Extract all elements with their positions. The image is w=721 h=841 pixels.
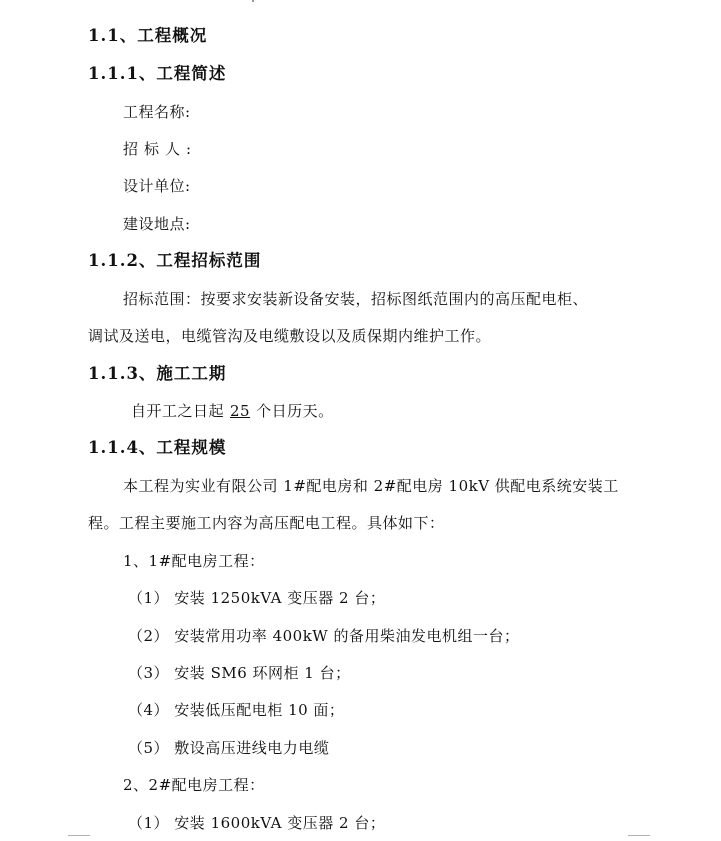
scale-intro-line-2: 程。工程主要施工内容为高压配电工程。具体如下： — [88, 514, 445, 532]
heading-1-1-3: 1.1.3、施工工期 — [88, 364, 227, 383]
margin-corner-left — [68, 835, 90, 836]
room1-item: （3） 安装 SM6 环网柜 1 台； — [128, 664, 351, 682]
room2-item: （1） 安装 1600kVA 变压器 2 台； — [128, 814, 386, 832]
room1-item: （5） 敷设高压进线电力电缆 — [128, 739, 330, 757]
duration-suffix: 个日历天。 — [256, 402, 334, 420]
duration-prefix: 自开工之日起 — [131, 402, 225, 420]
location-label: 建设地点: — [123, 215, 191, 233]
scope-line-2: 调试及送电，电缆管沟及电缆敷设以及质保期内维护工作。 — [88, 327, 492, 345]
duration-line — [131, 401, 334, 421]
scope-line-1: 招标范围：按要求安装新设备安装，招标图纸范围内的高压配电柜、 — [123, 290, 589, 308]
room1-title: 1、1#配电房工程： — [123, 552, 265, 570]
duration-days: 25 — [230, 402, 251, 420]
scale-intro-line-1: 本工程为实业有限公司 1#配电房和 2#配电房 10kV 供配电系统安装工 — [123, 477, 619, 495]
project-name-label: 工程名称: — [123, 103, 191, 121]
heading-1-1-1: 1.1.1、工程简述 — [88, 64, 227, 83]
design-unit-label: 设计单位: — [123, 177, 191, 195]
page-top-marker — [252, 0, 254, 2]
margin-corner-right — [628, 835, 650, 836]
heading-1-1-4: 1.1.4、工程规模 — [88, 438, 227, 457]
room1-item: （2） 安装常用功率 400kW 的备用柴油发电机组一台； — [128, 627, 520, 645]
room2-title: 2、2#配电房工程： — [123, 776, 265, 794]
bidder-label: 招标人: — [123, 140, 198, 158]
room1-item: （4） 安装低压配电柜 10 面； — [128, 701, 345, 719]
room1-item: （1） 安装 1250kVA 变压器 2 台； — [128, 589, 386, 607]
heading-1-1-2: 1.1.2、工程招标范围 — [88, 251, 262, 270]
heading-1-1: 1.1、工程概况 — [88, 26, 208, 45]
